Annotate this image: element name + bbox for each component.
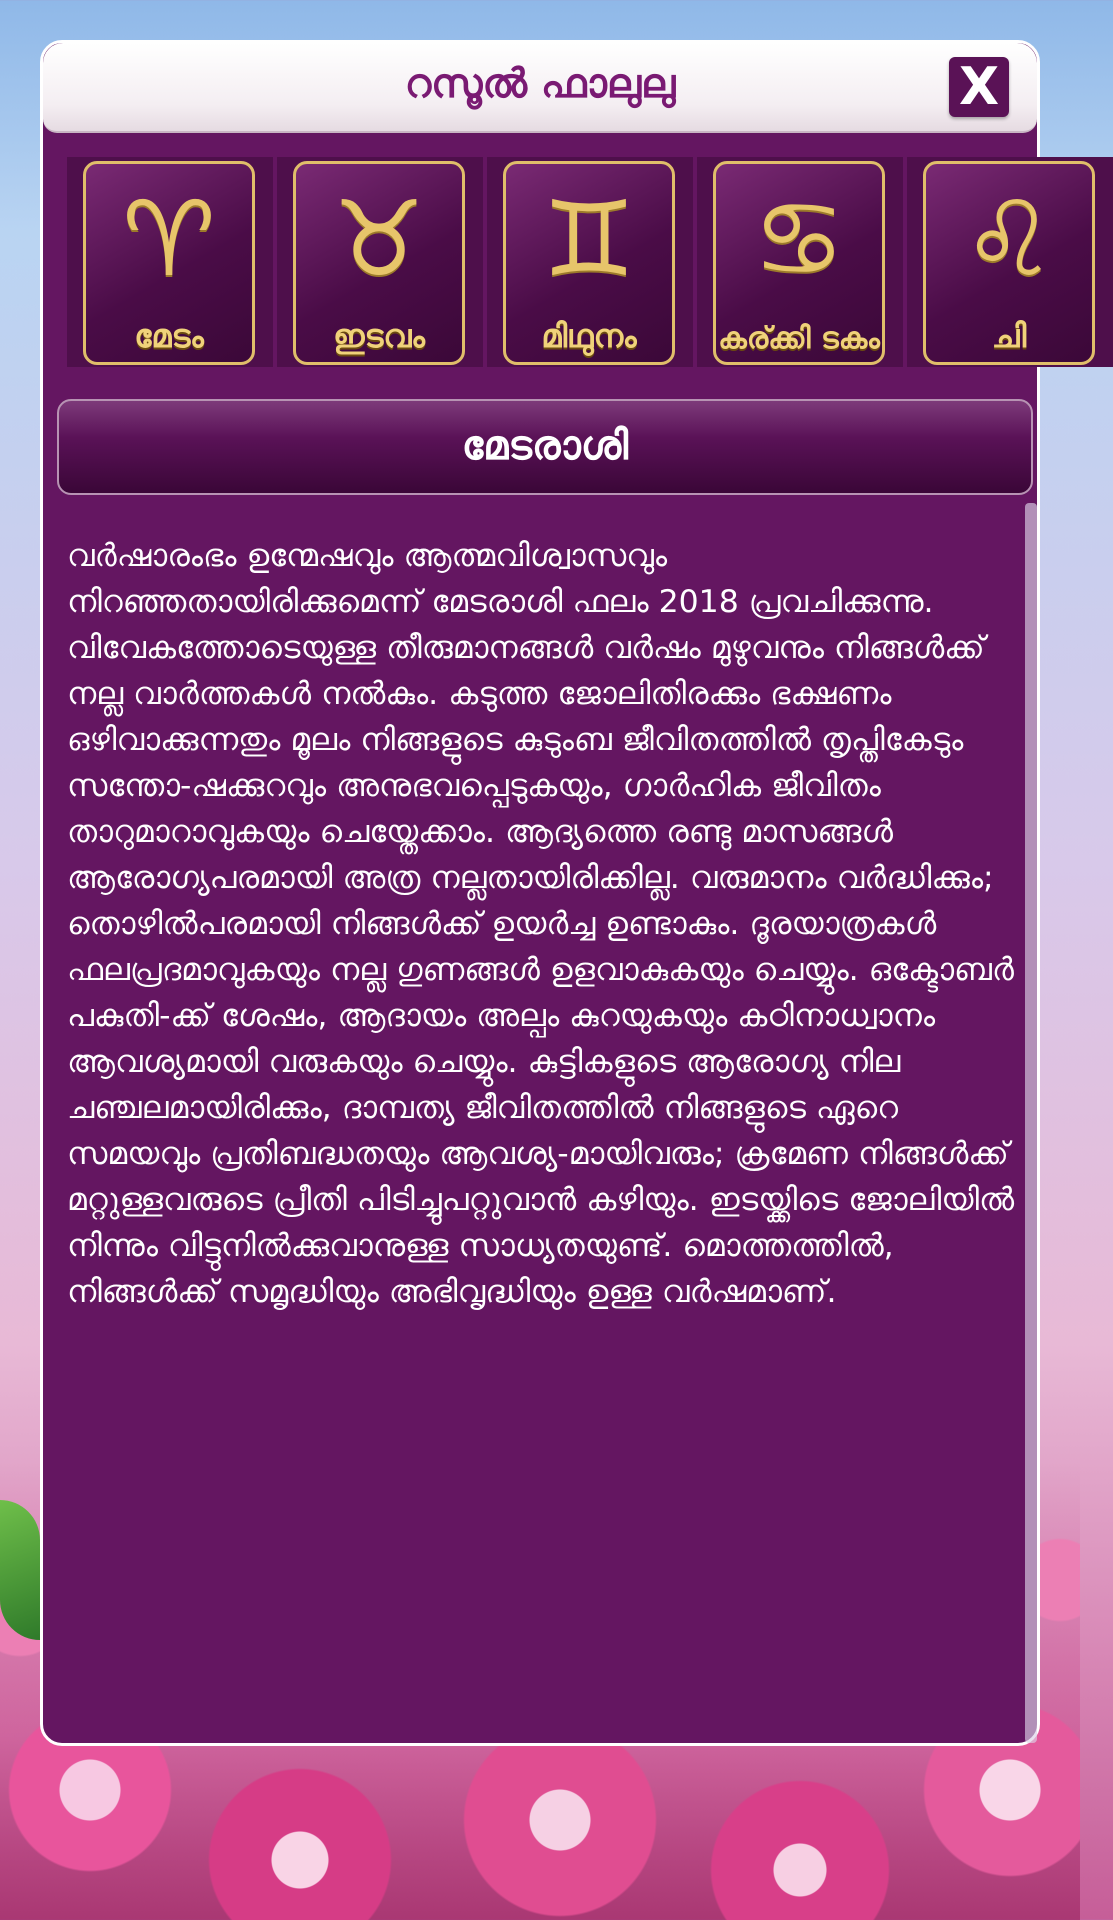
sign-tile-cancer[interactable] bbox=[697, 157, 903, 367]
sign-tile-leo[interactable] bbox=[907, 157, 1113, 367]
sign-card bbox=[713, 161, 885, 365]
sign-card bbox=[503, 161, 675, 365]
dialog-title: റസൂൽ ഫാലുലു bbox=[404, 61, 676, 107]
sign-tile-aries[interactable] bbox=[67, 157, 273, 367]
sign-tile-gemini[interactable] bbox=[487, 157, 693, 367]
sign-label: കര്ക്കി ടകം bbox=[718, 321, 880, 356]
text-scrollbar[interactable] bbox=[1025, 503, 1037, 1743]
crab-icon: ♋ bbox=[752, 178, 846, 300]
twins-icon: ♊ bbox=[542, 178, 636, 300]
selected-sign-title: മേടരാശി bbox=[461, 423, 629, 469]
sign-tile-taurus[interactable] bbox=[277, 157, 483, 367]
bull-icon: ♉ bbox=[332, 178, 426, 300]
selected-sign-banner bbox=[57, 399, 1033, 495]
close-button[interactable] bbox=[949, 57, 1009, 117]
sign-label: മേടം bbox=[134, 317, 204, 355]
sign-card bbox=[923, 161, 1095, 365]
prediction-text: വർഷാരംഭം ഉന്മേഷവും ആത്മവിശ്വാസവും നിറഞ്ഞതായിരിക്കുമെന്ന് മേടരാശി ഫലം 2018 പ്രവചിക്കുന്നു. വിവേകത്തോടെയുള്ള തീരുമാനങ്ങൾ വർഷം മുഴുവനും നിങ്ങൾക്ക് നല്ല വാർത്തകൾ നൽകും. കടുത്ത ജോലിതിരക്കും ഭക്ഷണം ഒഴിവാക്കുന്നതും മൂലം നിങ്ങളുടെ കുടുംബ ജീവിതത്തിൽ തൃപ്തികേടും സന്തോ-ഷക്കുറവും അനുഭവപ്പെടുകയും, ഗാർഹിക ജീവിതം താറുമാറാവുകയും ചെയ്തേക്കാം. ആദ്യത്തെ രണ്ടു മാസങ്ങൾ ആരോഗ്യപരമായി അത്ര നല്ലതായിരിക്കില്ല. വരുമാനം വർദ്ധിക്കും; തൊഴിൽപരമായി നിങ്ങൾക്ക് ഉയർച്ച ഉണ്ടാകും. ദൂരയാത്രകൾ ഫലപ്രദമാവുകയും നല്ല ഗുണങ്ങൾ ഉളവാകുകയും ചെയ്യും. ഒക്ടോബർ പകുതി-ക്ക് ശേഷം, ആദായം അല്പം കുറയുകയും കഠിനാധ്വാനം ആവശ്യമായി വരുകയും ചെയ്യും. കുട്ടികളുടെ ആരോഗ്യ നില ചഞ്ചലമായിരിക്കും, ദാമ്പത്യ ജീവിതത്തിൽ നിങ്ങളുടെ ഏറെ സമയവും പ്രതിബദ്ധതയും ആവശ്യ-മായിവരും; ക്രമേണ നിങ്ങൾക്ക് മറ്റുള്ളവരുടെ പ്രീതി പിടിച്ചുപറ്റുവാൻ കഴിയും. ഇടയ്ക്കിടെ ജോലിയിൽ നിന്നും വിട്ടുനിൽക്കുവാനുള്ള സാധ്യതയുണ്ട്. മൊത്തത്തിൽ, നിങ്ങൾക്ക് സമൃദ്ധിയും അഭിവൃദ്ധിയും ഉള്ള വർഷമാണ്. bbox=[67, 538, 1015, 1310]
sign-label: ചി bbox=[991, 317, 1027, 355]
sign-card bbox=[293, 161, 465, 365]
zodiac-sign-carousel[interactable] bbox=[67, 157, 1056, 367]
sign-label: ഇടവം bbox=[333, 317, 425, 355]
ram-icon: ♈ bbox=[122, 178, 216, 300]
close-icon: X bbox=[958, 57, 1000, 117]
horoscope-dialog bbox=[40, 40, 1056, 1746]
sign-label: മിഥുനം bbox=[541, 317, 637, 355]
background-leaf bbox=[0, 1500, 40, 1640]
sign-card bbox=[83, 161, 255, 365]
lion-icon: ♌ bbox=[962, 178, 1056, 300]
dialog-header bbox=[43, 43, 1037, 133]
